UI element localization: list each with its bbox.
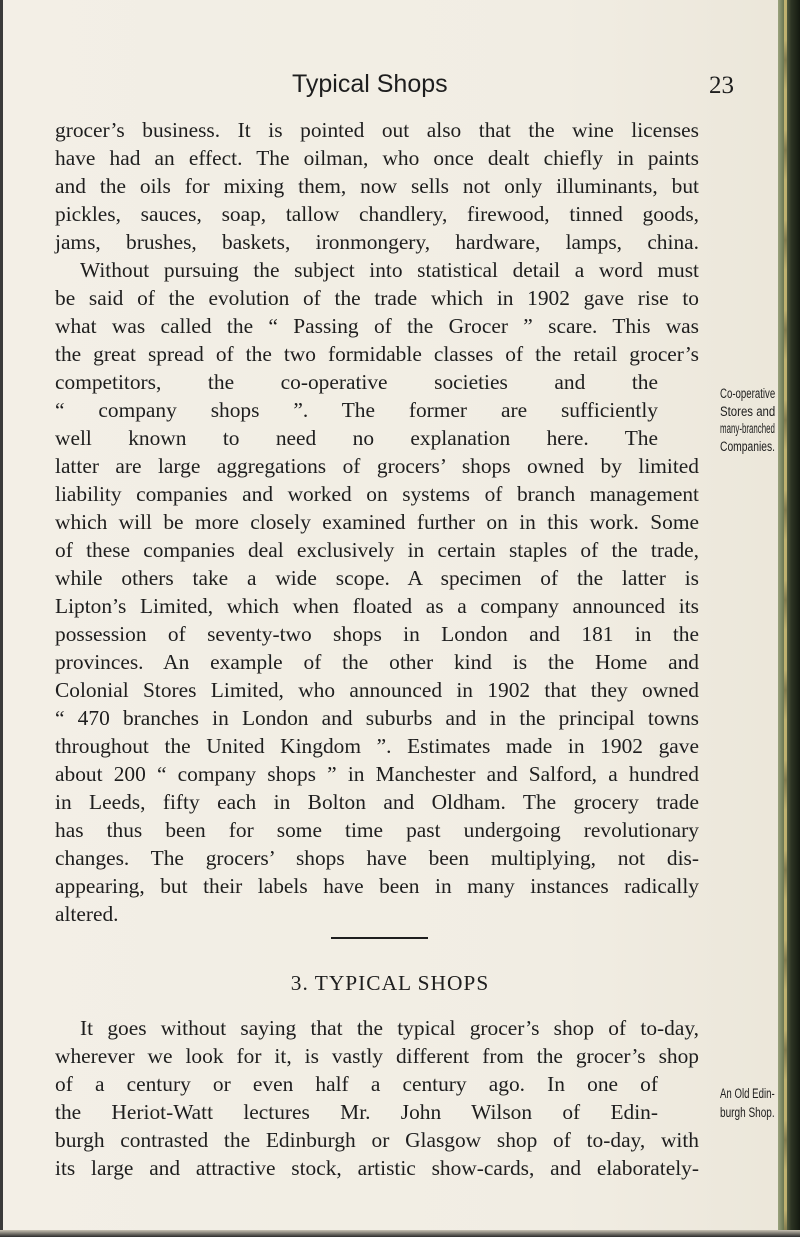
book-spine [778,0,800,1237]
running-head [0,70,780,104]
text-line: provinces. An example of the other kind is the Home and [55,650,699,674]
text-line: which will be more closely examined further on in this work. Some [55,510,699,534]
text-line: grocer’s business. It is pointed out also that the wine licenses [55,118,699,142]
text-line: wherever we look for it, is vastly different from the grocer’s shop [55,1044,699,1068]
margin-note: An Old Edin- [720,1086,775,1101]
text-line: have had an effect. The oilman, who once dealt chiefly in paints [55,146,699,170]
text-line: It goes without saying that the typical grocer’s shop of to-day, [80,1016,699,1040]
text-line: what was called the “ Passing of the Grocer ” scare. This was [55,314,699,338]
text-line: appearing, but their labels have been in many instances radically [55,874,699,898]
text-line: about 200 “ company shops ” in Manchester and Salford, a hundred [55,762,699,786]
text-line: Lipton’s Limited, which when floated as a company announced its [55,594,699,618]
text-line: liability companies and worked on systems of branch management [55,482,699,506]
page-bottom-edge [0,1230,800,1237]
margin-note: many-branched [720,421,775,436]
margin-note: Co-operative [720,386,776,401]
text-line: in Leeds, fifty each in Bolton and Oldham. The grocery trade [55,790,699,814]
margin-note: Stores and [720,404,776,419]
text-line: of these companies deal exclusively in certain staples of the trade, [55,538,699,562]
text-line: altered. [55,902,119,926]
margin-note: Companies. [720,439,776,454]
text-line: its large and attractive stock, artistic show-cards, and elaborately- [55,1156,699,1180]
margin-note: burgh Shop. [720,1105,775,1120]
text-line: changes. The grocers’ shops have been multiplying, not dis- [55,846,699,870]
spine-gilt [784,0,787,1237]
text-line: throughout the United Kingdom ”. Estimates made in 1902 gave [55,734,699,758]
text-line: “ 470 branches in London and suburbs and in the principal towns [55,706,699,730]
page-left-edge [0,0,3,1237]
text-line: possession of seventy-two shops in London and 181 in the [55,622,699,646]
running-head-title: Typical Shops [292,70,448,98]
text-line: burgh contrasted the Edinburgh or Glasgow shop of to-day, with [55,1128,699,1152]
text-line: latter are large aggregations of grocers’ shops owned by limited [55,454,699,478]
text-line: has thus been for some time past undergoing revolutionary [55,818,699,842]
section-rule [331,937,428,939]
text-line: the Heriot-Watt lectures Mr. John Wilson of Edin- [55,1100,658,1124]
text-line: while others take a wide scope. A specimen of the latter is [55,566,699,590]
text-line: jams, brushes, baskets, ironmongery, hardware, lamps, china. [55,230,699,254]
text-line: of a century or even half a century ago. In one of [55,1072,658,1096]
text-line: “ company shops ”. The former are sufficiently [55,398,658,422]
text-line: the great spread of the two formidable classes of the retail grocer’s [55,342,699,366]
text-line: Without pursuing the subject into statistical detail a word must [80,258,699,282]
text-line: be said of the evolution of the trade which in 1902 gave rise to [55,286,699,310]
text-line: and the oils for mixing them, now sells not only illuminants, but [55,174,699,198]
page-number: 23 [709,72,734,99]
text-line: pickles, sauces, soap, tallow chandlery, firewood, tinned goods, [55,202,699,226]
text-line: Colonial Stores Limited, who announced in 1902 that they owned [55,678,699,702]
text-line: well known to need no explanation here. The [55,426,658,450]
text-line: competitors, the co-operative societies and the [55,370,658,394]
section-heading: 3. TYPICAL SHOPS [290,971,490,995]
